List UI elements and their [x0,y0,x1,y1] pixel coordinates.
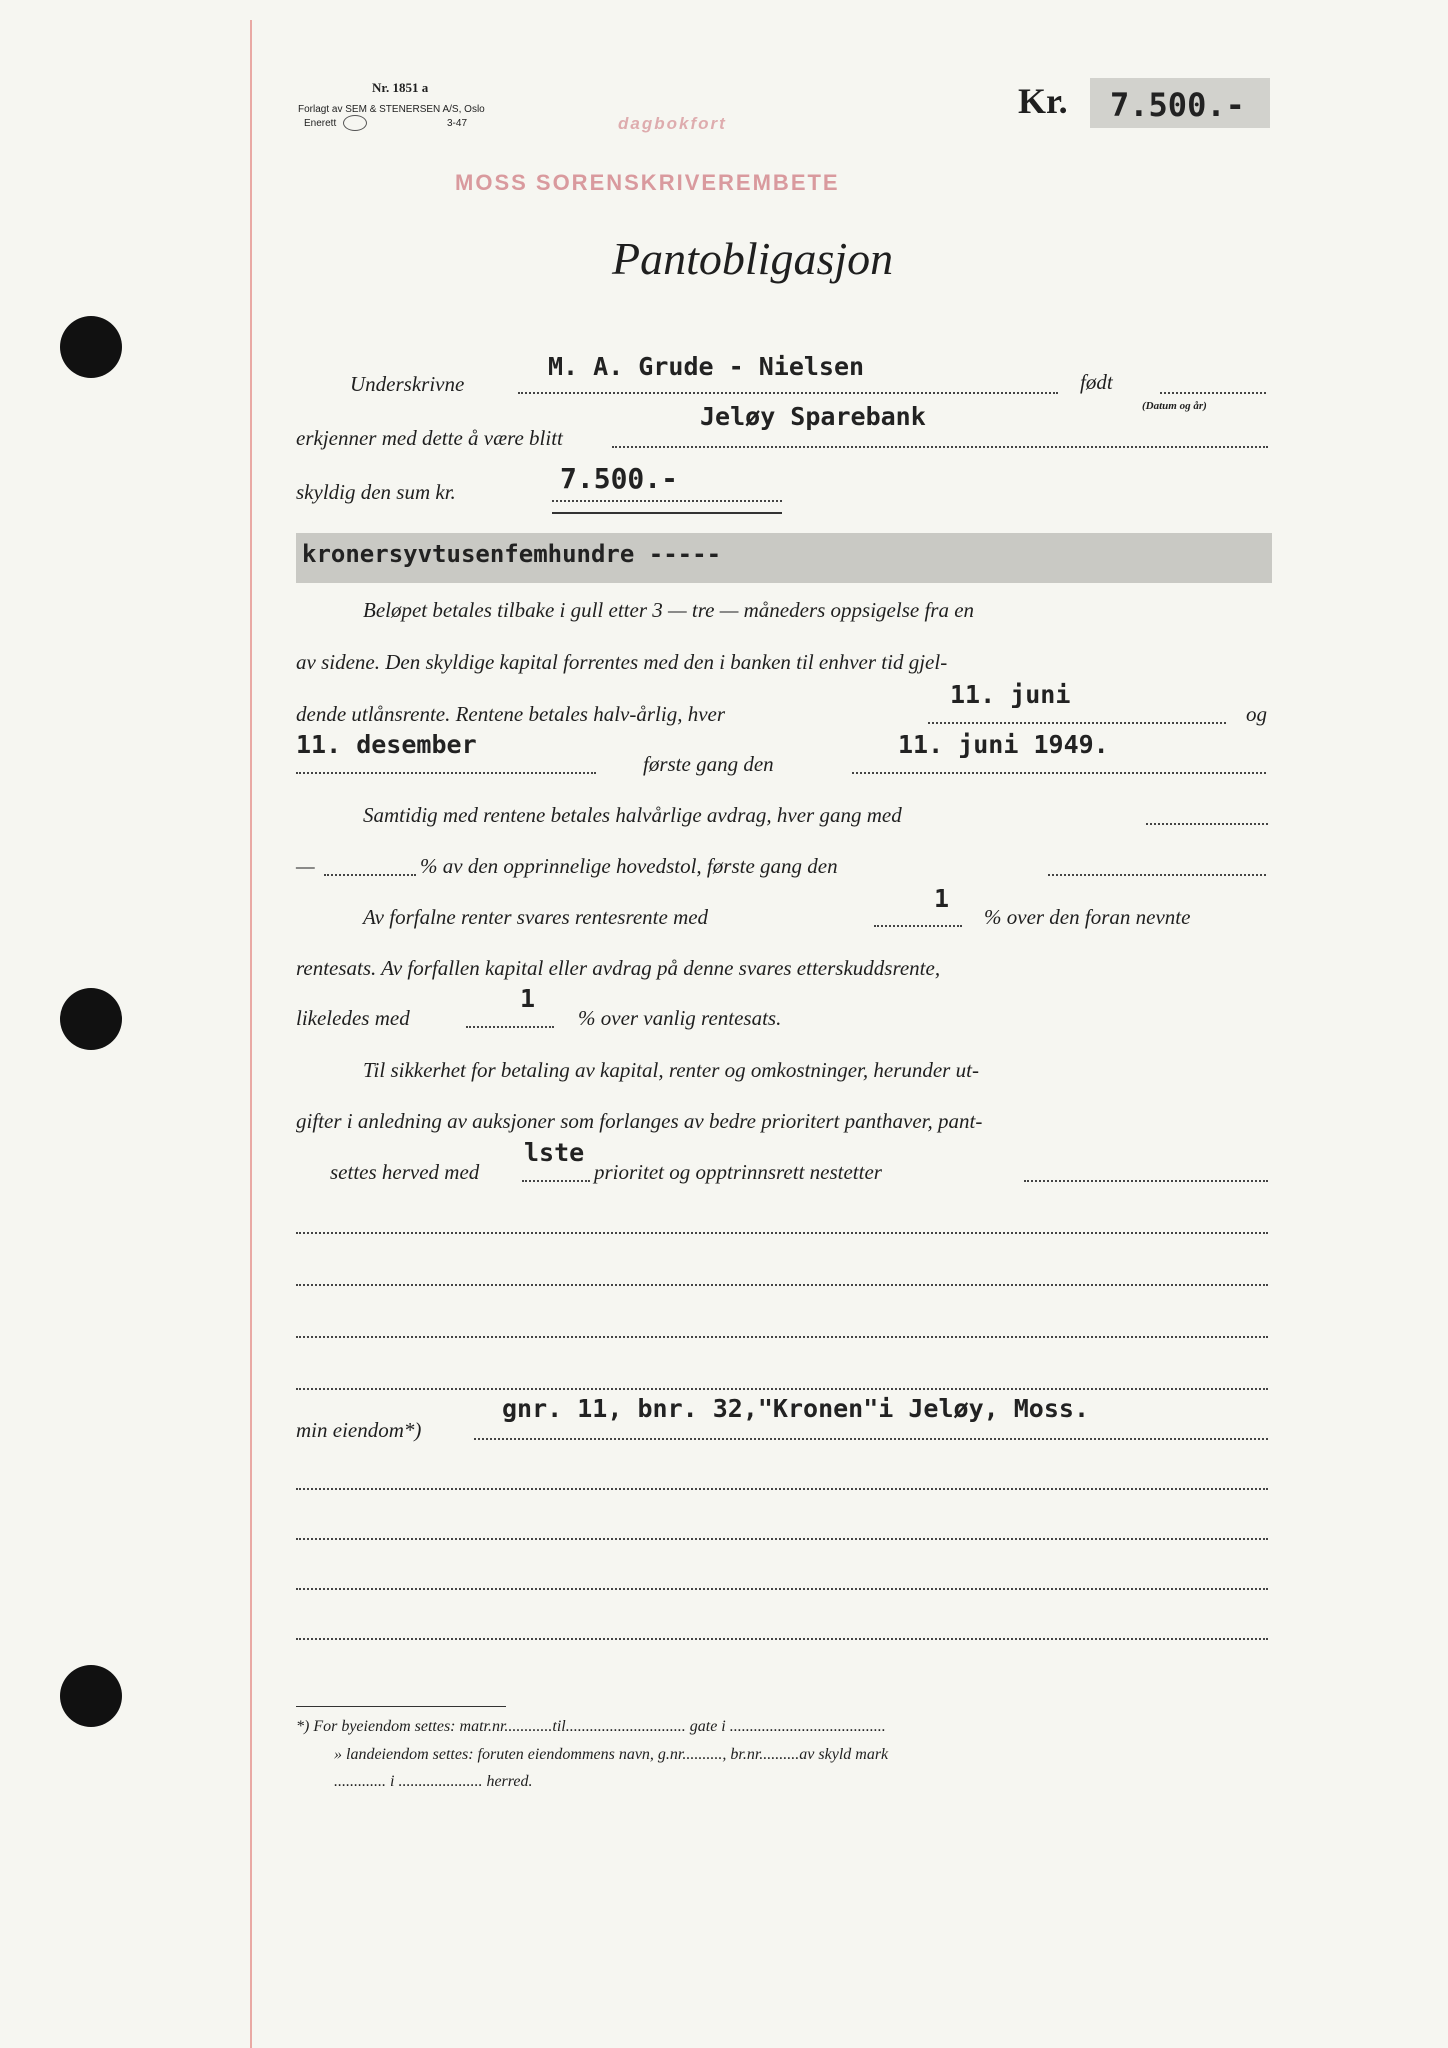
priority-line [522,1180,590,1182]
blank-line [296,1232,1268,1234]
kr-label: Kr. [1018,81,1068,121]
blank-line [296,1336,1268,1338]
footnote-line3: ............. i ..................... herred. [334,1773,533,1790]
eiendom-value: gnr. 11, bnr. 32,"Kronen"i Jeløy, Moss. [502,1394,1089,1423]
nestetter-line [1024,1180,1268,1182]
p4-line3b: prioritet og opptrinnsrett nestetter [594,1160,882,1184]
sum-words: kronersyvtusenfemhundre ----- [302,540,722,568]
fodt-label: født [1080,370,1113,394]
kr-amount: 7.500.- [1110,86,1245,124]
priority-value: lste [524,1138,585,1167]
fodt-line [1160,392,1266,394]
p2-line1: Samtidig med rentene betales halvårlige avdrag, hver gang med [363,803,902,827]
footnote-line2: » landeiendom settes: foruten eiendommens navn, g.nr.........., br.nr..........av skyld mark [334,1746,889,1763]
p3-line1b: % over den foran nevnte [984,905,1191,929]
margin-line [250,20,252,2048]
blank-line [296,1488,1268,1490]
p3-line2: rentesats. Av forfallen kapital eller avdrag på denne svares etterskuddsrente, [296,956,941,980]
erkjenner-label: erkjenner med dette å være blitt [296,426,563,450]
stamp-office: MOSS SORENSKRIVEREMBETE [455,170,840,195]
footnote-rule [296,1706,506,1707]
blank-line [296,1638,1268,1640]
etterskudd-value: 1 [520,984,536,1013]
p1-line3: dende utlånsrente. Rentene betales halv-årlig, hver [296,702,726,726]
avdrag-line [1146,823,1268,825]
creditor-name: Jeløy Sparebank [700,402,926,431]
sum-line [552,500,782,502]
enerett-line: Enerett [304,118,337,129]
fodt-note: (Datum og år) [1142,400,1207,412]
debtor-name: M. A. Grude - Nielsen [548,352,865,381]
p3-line3b: % over vanlig rentesats. [578,1006,782,1030]
stamp-dagbokfort: dagbokfort [618,114,727,133]
rentesrente-value: 1 [934,884,950,913]
p4-line3a: settes herved med [330,1160,480,1184]
p2-dash: — [296,854,315,878]
rentesrente-line [874,925,962,927]
p3-line3a: likeledes med [296,1006,410,1030]
punch-hole [60,988,122,1050]
blank-line [296,1588,1268,1590]
interest-date2: 11. desember [296,730,477,759]
skyldig-label: skyldig den sum kr. [296,480,456,504]
eiendom-line [474,1438,1268,1440]
publisher-line: Forlagt av SEM & STENERSEN A/S, Oslo [298,104,485,115]
form-number: Nr. 1851 a [372,80,429,95]
avdrag-date-line [1048,874,1266,876]
p2-line2: % av den opprinnelige hovedstol, første gang den [420,854,838,878]
creditor-line [612,446,1268,448]
p1-line1: Beløpet betales tilbake i gull etter 3 — tre — måneders oppsigelse fra en [363,598,975,622]
p3-line1a: Av forfalne renter svares rentesrente med [363,905,709,929]
p1-line2: av sidene. Den skyldige kapital forrentes med den i banken til enhver tid gjel- [296,650,948,674]
interest-date2-line [296,772,596,774]
blank-line [296,1388,1268,1390]
underskrivne-label: Underskrivne [350,372,465,396]
avdrag-pct-line [324,874,416,876]
p4-line2: gifter i anledning av auksjoner som forlanges av bedre prioritert panthaver, pant- [296,1109,983,1133]
sum-underline [552,512,782,514]
forste-gang-label: første gang den [643,752,774,776]
punch-hole [60,316,122,378]
punch-hole [60,1665,122,1727]
interest-date1: 11. juni [950,680,1071,709]
blank-line [296,1538,1268,1540]
p4-line1: Til sikkerhet for betaling av kapital, renter og omkostninger, herunder ut- [363,1058,979,1082]
print-code: 3-47 [447,118,468,129]
underskrivne-line [518,392,1058,394]
footnote-line1: *) For byeiendom settes: matr.nr............til.............................. gate i ....................................... [296,1718,886,1735]
sum-value: 7.500.- [560,462,679,495]
etterskudd-line [466,1026,554,1028]
publisher-logo-icon [343,115,367,131]
og-label: og [1246,702,1267,726]
eiendom-label: min eiendom*) [296,1418,422,1442]
first-date: 11. juni 1949. [898,730,1109,759]
blank-line [296,1284,1268,1286]
document-title: Pantobligasjon [612,233,894,284]
interest-date1-line [928,722,1226,724]
first-date-line [852,772,1266,774]
